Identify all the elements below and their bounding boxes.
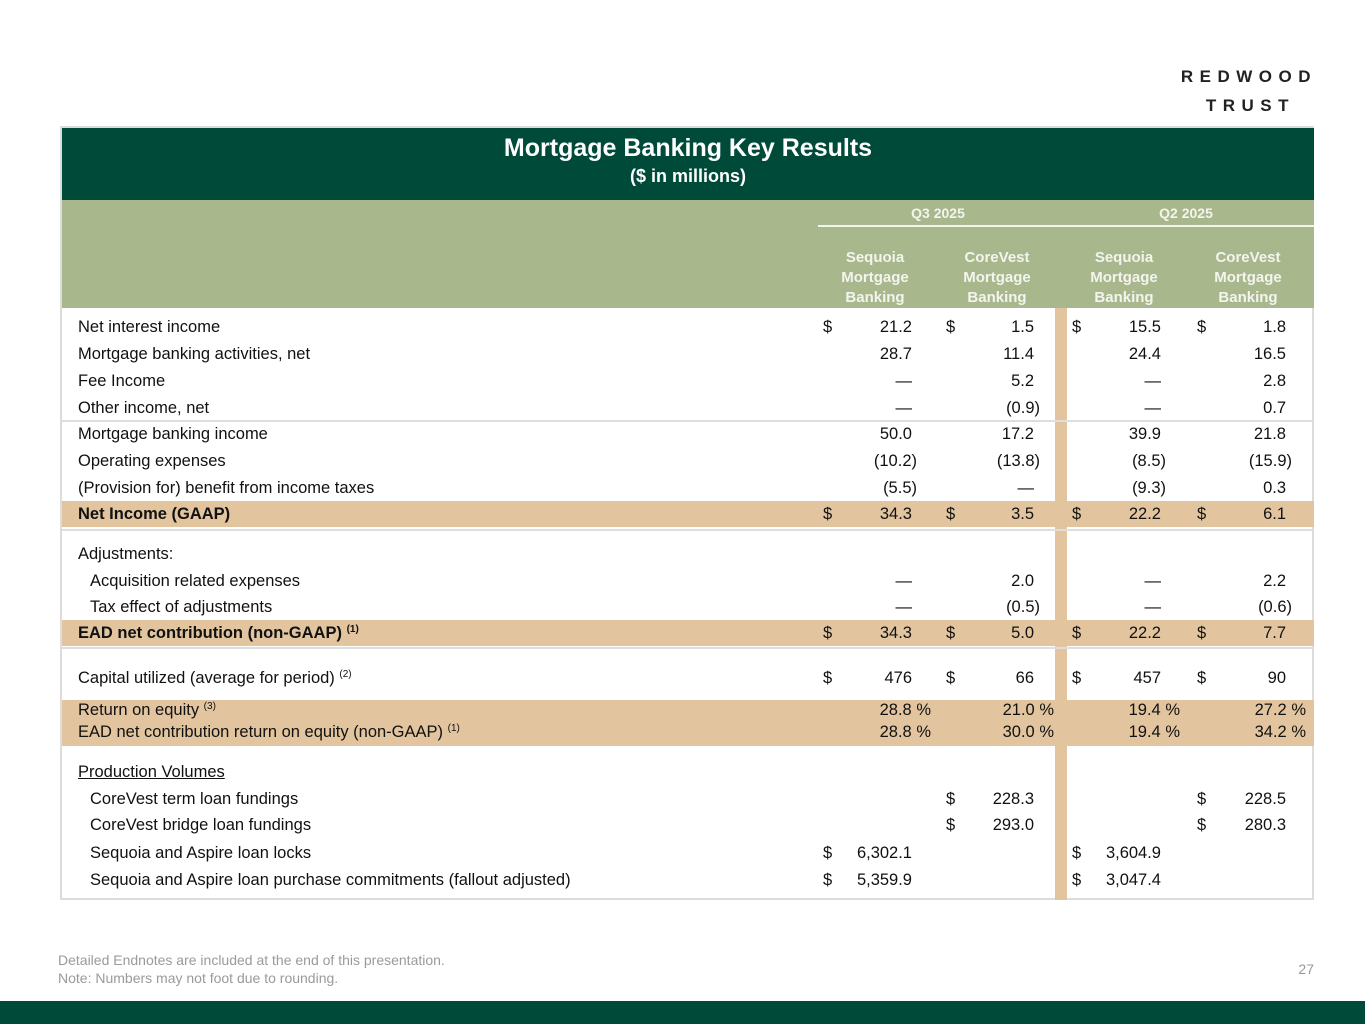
redwood-trust-logo [1157, 62, 1317, 120]
table-subtitle: ($ in millions) [629, 166, 746, 186]
logo-line-1: REDWOOD [1180, 67, 1317, 86]
table-row: CoreVest bridge loan fundings $ 293.0 $ 280.3 [90, 816, 1286, 834]
table-row-net-income: Net Income (GAAP) $ 34.3 $ 3.5 $ 22.2 $ 6.1 [62, 501, 1314, 527]
table-row: Net interest income $ 21.2 $ 1.5 $ 15.5 $ 1.8 [78, 318, 1286, 336]
endnotes-note: Detailed Endnotes are included at the end of this presentation. [58, 952, 445, 968]
table-title: Mortgage Banking Key Results [503, 134, 873, 162]
period-q2-2025: Q2 2025 [1058, 205, 1314, 227]
table-row: Other income, net — (0.9) — 0.7 [78, 399, 1286, 417]
table-row: Adjustments: [78, 545, 174, 563]
table-row: Acquisition related expenses — 2.0 — 2.2 [90, 572, 1286, 590]
col-q2-corevest: CoreVest Mortgage Banking [1214, 249, 1282, 306]
separator-line [62, 529, 1314, 531]
col-q3-corevest: CoreVest Mortgage Banking [963, 249, 1031, 306]
table-row: Mortgage banking activities, net 28.7 11.4 24.4 16.5 [78, 345, 1286, 363]
key-results-table [60, 126, 1314, 900]
table-row: Tax effect of adjustments — (0.5) — (0.6) [90, 598, 1292, 616]
table-row-ead-net-contribution: EAD net contribution (non-GAAP) $^{(1)}$ $ 34.3 $ 5.0 $ 22.2 $ 7.7 [62, 620, 1314, 646]
table-row-capital-utilized: Capital utilized (average for period) $^{(2)}$ $ 476 $ 66 $ 457 $ 90 [78, 669, 1286, 687]
rounding-note: Note: Numbers may not foot due to rounding. [58, 970, 339, 986]
table-row-production-volumes-header: Production Volumes [78, 763, 225, 781]
logo-line-2: TRUST [1205, 96, 1295, 115]
page-number: 27 [1298, 961, 1314, 977]
table-row-returns: Return on equity $^{(3)}$ EAD net contribution return on equity (non-GAAP) $^{(1)}$ 28.8 % 21.0 % 19.4 % 27.2 % 28.8 % 30.0 % 19.4 % 34.2 % [62, 700, 1314, 746]
col-q2-sequoia: Sequoia Mortgage Banking [1090, 249, 1158, 306]
table-row: Sequoia and Aspire loan locks $ 6,302.1 $ 3,604.9 [90, 844, 1161, 862]
table-title-band [62, 128, 1314, 200]
period-q3-2025: Q3 2025 [818, 205, 1058, 227]
table-row: Mortgage banking income 50.0 17.2 39.9 21.8 [78, 425, 1286, 443]
footnotes [58, 951, 445, 987]
table-row: CoreVest term loan fundings $ 228.3 $ 228.5 [90, 790, 1286, 808]
table-row: Fee Income — 5.2 — 2.8 [78, 372, 1286, 390]
col-q3-sequoia: Sequoia Mortgage Banking [841, 249, 909, 306]
table-row: Sequoia and Aspire loan purchase commitments (fallout adjusted) $ 5,359.9 $ 3,047.4 [90, 871, 1161, 889]
column-header-band [62, 200, 1314, 308]
table-row: Operating expenses (10.2) (13.8) (8.5) (15.9) [78, 452, 1292, 470]
footer-bar [0, 1001, 1365, 1024]
table-row: (Provision for) benefit from income taxes (5.5) — (9.3) 0.3 [78, 479, 1286, 497]
separator-line [62, 647, 1314, 649]
